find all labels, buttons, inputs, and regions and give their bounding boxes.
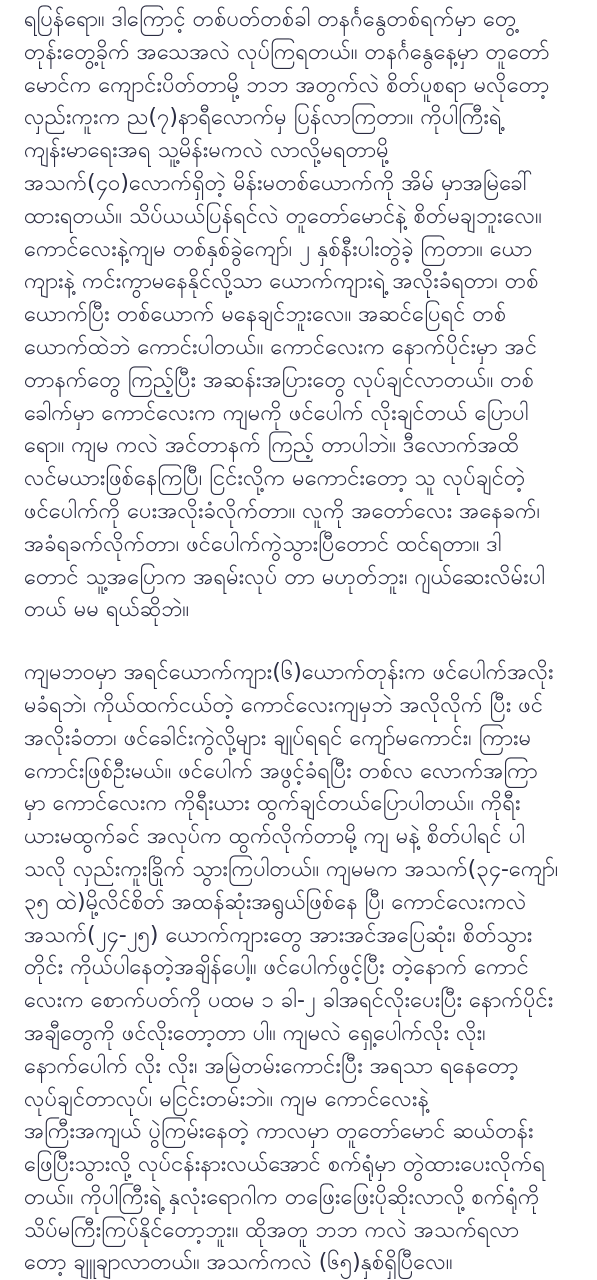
paragraph-2 (24, 657, 585, 1280)
text-line: လင်မယားဖြစ်နေကြပြီ၊ ငြင်းလို့က မကောင်းတော့ သူ လုပ်ချင်တဲ့ (24, 466, 526, 492)
text-line: တောင် သူ့အပြောက အရမ်းလုပ် တာ မဟုတ်ဘူး၊ ဂျယ်ဆေးလိမ်းပါ (24, 564, 546, 590)
text-line: အချီတွေကို ဖင်လိုးတော့တာ ပါ။ ကျမလဲ ရှေ့ပေါက်လိုး လိုး၊ (24, 1020, 486, 1046)
text-line: လှည်းကူးက ည(၇)နာရီလောက်မှ ပြန်လာကြတာ။ ကိုပါကြီးရဲ့ (24, 105, 502, 131)
text-line: ကျန်းမာရေးအရ သူ့မိန်းမကလဲ လာလို့မရတာမို့ (24, 138, 389, 164)
text-line: သလို လှည်းကူးခြိုက် သွားကြပါတယ်။ ကျမမက အသက်(၃၄-ကျော်၊ (24, 856, 559, 882)
text-line: သိပ်မကြီးကြပ်နိုင်တော့ဘူး။ ထိုအတူ ဘဘ ကလဲ အသက်ရလာ (24, 1217, 520, 1243)
text-line: ထားရတယ်။ သိပ်ယယ်ပြန်ရင်လဲ တူတော်မောင်နဲ့ စိတ်မချဘူးလေ။ (24, 203, 542, 229)
text-line: ကျမဘဝမှာ အရင်ယောက်ကျား(၆)ယောက်တုန်းက ဖင်ပေါက်အလိုး (24, 660, 554, 686)
text-line: လေးက စောက်ပတ်ကို ပထမ ၁ ခါ-၂ ခါအရင်လိုးပေးပြီး နောက်ပိုင်း (24, 988, 554, 1014)
text-line: ရပြန်ရော။ ဒါကြောင့် တစ်ပတ်တစ်ခါ တနင်္ဂနွေတစ်ရက်မှာ တွေ့ (24, 7, 517, 32)
paragraph-gap (24, 627, 585, 657)
text-line: ယောက်ထဲဘဲ ကောင်းပါတယ်။ ကောင်လေးက နောက်ပိုင်းမှာ အင် (24, 334, 538, 360)
text-line: တုန်းတွေ့ခိုက် အသေအလဲ လုပ်ကြရတယ်။ တနင်္ဂနွေနေ့မှာ တူတော် (24, 39, 550, 65)
text-line: ကောင်လေးနဲ့ကျမ တစ်နှစ်ခွဲကျော်၊ ၂ နှစ်နီးပါးတွဲခဲ့ ကြတာ။ ယော (24, 236, 533, 262)
text-line: ခေါက်မှာ ကောင်လေးက ကျမကို ဖင်ပေါက် လိုးချင်တယ် ပြောပါ (24, 400, 529, 426)
text-line: ကျားနဲ့ ကင်းကွာမနေနိုင်လို့သာ ယောက်ကျားရဲ့ အလိုးခံရတာ၊ တစ် (24, 269, 539, 295)
text-line: ရော။ ကျမ ကလဲ အင်တာနက် ကြည့် တာပါဘဲ။ ဒီလောက်အထိ (24, 433, 519, 459)
text-line: တယ်။ ကိုပါကြီးရဲ့ နှလုံးရောဂါက တဖြေးဖြေးပိုဆိုးလာလို့ စက်ရုံကို (24, 1184, 540, 1210)
text-line: တိုင်း ကိုယ်ပါနေတဲ့အချိန်ပေါ့။ ဖင်ပေါက်ဖွင့်ပြီး တဲ့နောက် ကောင် (24, 955, 529, 981)
text-line: ကောင်းဖြစ်ဦးမယ်။ ဖင်ပေါက် အဖွင့်ခံရပြီး တစ်လ လောက်အကြာ (24, 758, 538, 784)
text-line: အကြီးအကျယ် ပွဲကြမ်းနေတဲ့ ကာလမှာ တူတော်မောင် ဆယ်တန်း (24, 1119, 534, 1145)
text-line: အသက်(၂၄-၂၅) ယောက်ကျားတွေ အားအင်အပြေဆုံး၊ စိတ်သွား (24, 922, 533, 948)
text-line: အလိုးခံတာ၊ ဖင်ခေါင်းကွဲလို့များ ချုပ်ရရင် ကျော်မကောင်း၊ ကြားမ (24, 725, 532, 751)
text-line: ဖင်ပေါက်ကို ပေးအလိုးခံလိုက်တာ။ လူကို အတော်လေး အနေခက်၊ (24, 498, 541, 524)
text-line: တယ် မမ ရယ်ဆိုဘဲ။ (24, 597, 189, 623)
text-line: အခံရခက်လိုက်တာ၊ ဖင်ပေါက်ကွဲသွားပြီတောင် ထင်ရတာ။ ဒါ (24, 531, 502, 557)
text-line: ယောက်ပြီး တစ်ယောက် မနေချင်ဘူးလေ။ အဆင်ပြေရင် တစ် (24, 302, 507, 328)
text-line: လုပ်ချင်တာလုပ်၊ မငြင်းတမ်းဘဲ။ ကျမ ကောင်လေးနဲ့ (24, 1086, 429, 1112)
text-line: နောက်ပေါက် လိုး လိုး၊ အမြဲတမ်းကောင်းပြီး အရသာ ရနေတော့ (24, 1053, 519, 1079)
paragraph-1 (24, 4, 585, 627)
text-line: မှာ ကောင်လေးက ကိုရီးယား ထွက်ချင်တယ်ပြောပါတယ်။ ကိုရီး (24, 791, 521, 817)
text-line: တာနက်တွေ ကြည့်ပြီး အဆန်းအပြားတွေ လုပ်ချင်လာတယ်။ တစ် (24, 367, 535, 393)
text-line: ဖြေပြီးသွားလို့ လုပ်ငန်းနားလယ်အောင် စက်ရုံမှာ တွဲထားပေးလိုက်ရ (24, 1152, 546, 1178)
text-line: ယားမထွက်ခင် အလုပ်က ထွက်လိုက်တာမို့ ကျ မနဲ့ စိတ်ပါရင် ပါ (24, 824, 526, 850)
text-line: ၃၅ ထဲ)မို့လိင်စိတ် အထန်ဆုံးအရွယ်ဖြစ်နေ ပြီ၊ ကောင်လေးကလဲ (24, 889, 527, 915)
text-line: တော့ ချူချာလာတယ်။ အသက်ကလဲ (၆၅)နှစ်ရှိပြီလေ။ (24, 1250, 453, 1276)
text-line: မောင်က ကျောင်းပိတ်တာမို့ ဘဘ အတွက်လဲ စိတ်ပူစရာ မလိုတော့ (24, 72, 550, 98)
text-line: အသက်(၄၀)လောက်ရှိတဲ့ မိန်းမတစ်ယောက်ကို အိမ် မှာအမြဲခေါ် (24, 170, 533, 196)
text-line: မခံရဘဲ၊ ကိုယ်ထက်ငယ်တဲ့ ကောင်လေးကျမှဘဲ အလိုလိုက် ပြီး ဖင် (24, 692, 544, 718)
